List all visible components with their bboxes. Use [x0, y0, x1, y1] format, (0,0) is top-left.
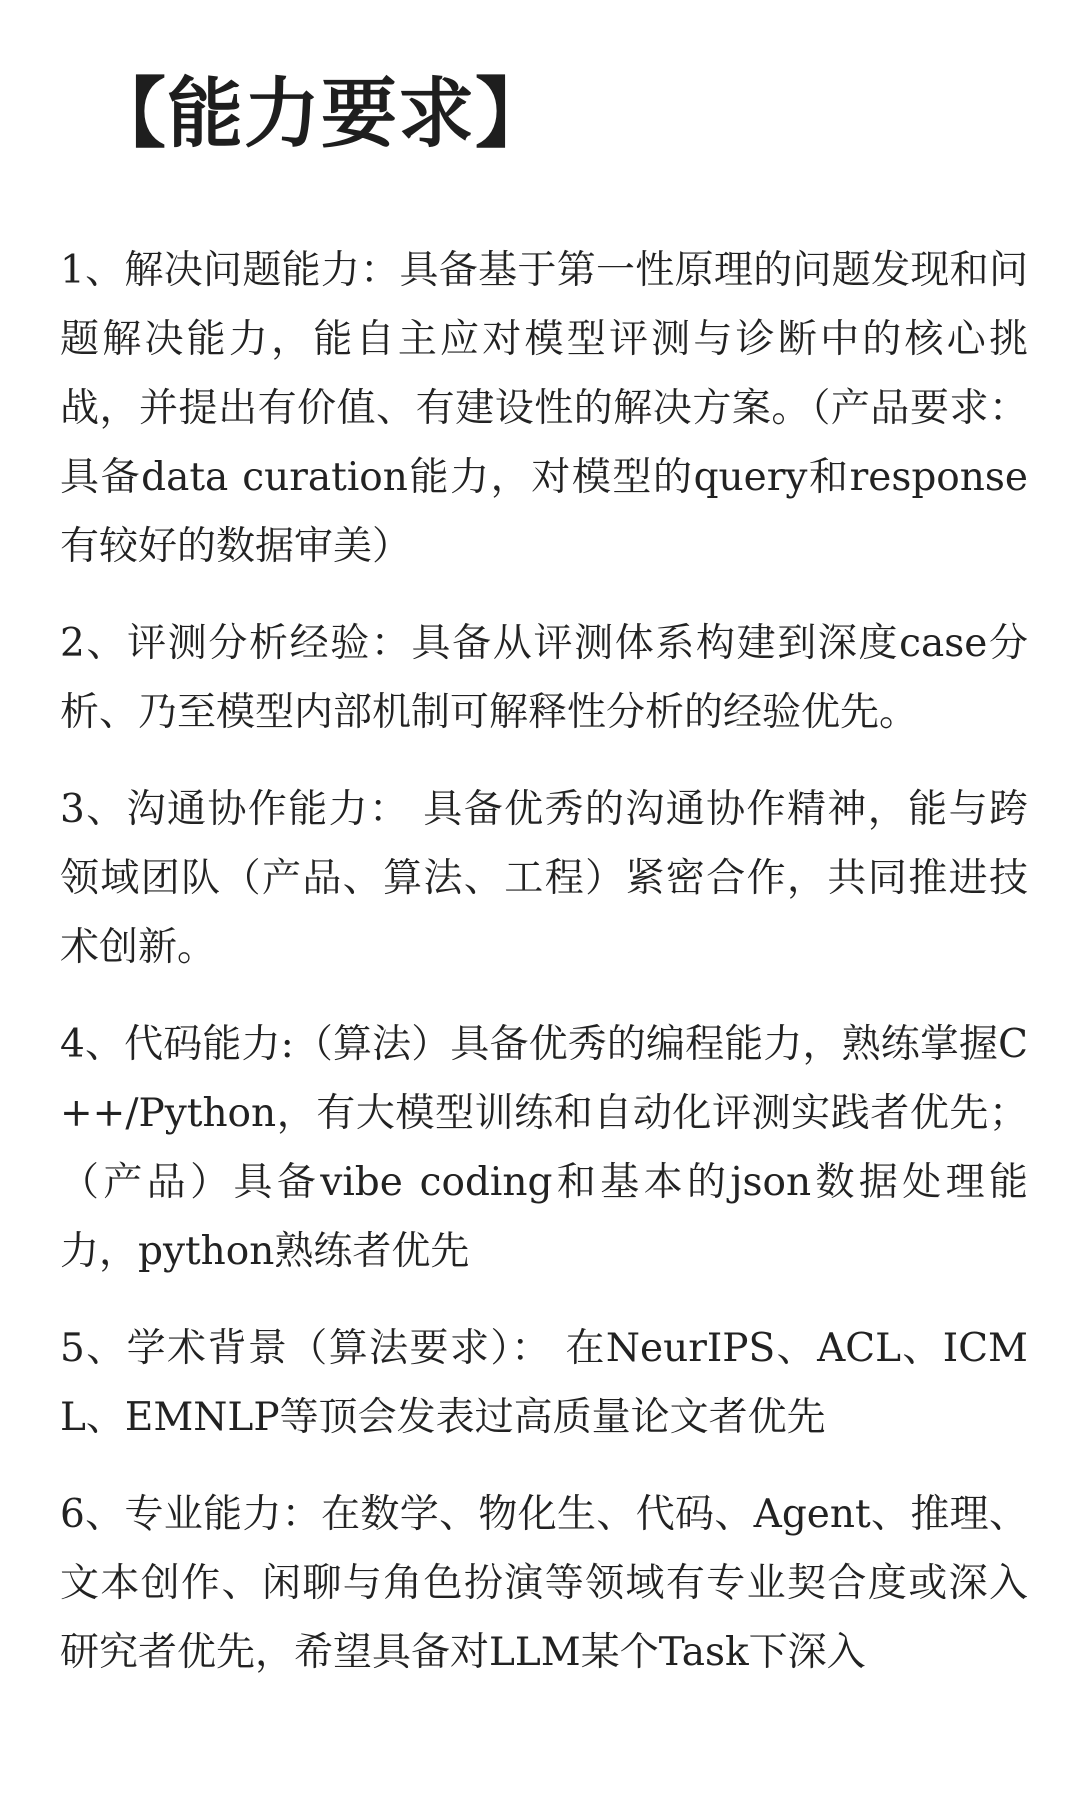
requirement-number: 1、: [60, 248, 125, 293]
requirement-item-3: [60, 775, 1028, 982]
requirement-number: 5、: [60, 1326, 127, 1371]
requirement-text: 解决问题能力：具备基于第一性原理的问题发现和问题解决能力，能自主应对模型评测与诊断中的核心挑战，并提出有价值、有建设性的解决方案。（产品要求：具备data curation能力，对模型的query和response有较好的数据审美）: [60, 248, 1028, 569]
requirements-list: [60, 236, 1028, 1715]
requirement-item-2: [60, 609, 1028, 747]
requirement-item-6: [60, 1480, 1028, 1687]
requirement-number: 3、: [60, 787, 127, 832]
requirement-item-1: [60, 236, 1028, 581]
requirement-text: 学术背景（算法要求）： 在NeurIPS、ACL、ICML、EMNLP等顶会发表过高质量论文者优先: [60, 1326, 1028, 1440]
requirement-text: 代码能力:（算法）具备优秀的编程能力，熟练掌握C++/Python，有大模型训练和自动化评测实践者优先；（产品）具备vibe coding和基本的json数据处理能力，python熟练者优先: [60, 1022, 1028, 1274]
requirement-number: 6、: [60, 1492, 125, 1537]
requirement-text: 沟通协作能力： 具备优秀的沟通协作精神，能与跨领域团队（产品、算法、工程）紧密合作，共同推进技术创新。: [60, 787, 1028, 970]
requirement-number: 4、: [60, 1022, 125, 1067]
requirement-text: 专业能力：在数学、物化生、代码、Agent、推理、文本创作、闲聊与角色扮演等领域有专业契合度或深入研究者优先，希望具备对LLM某个Task下深入: [60, 1492, 1028, 1675]
requirement-item-5: [60, 1314, 1028, 1452]
requirement-item-4: [60, 1010, 1028, 1286]
requirement-text: 评测分析经验：具备从评测体系构建到深度case分析、乃至模型内部机制可解释性分析的经验优先。: [60, 621, 1028, 735]
requirement-number: 2、: [60, 621, 128, 666]
page-title: 【能力要求】: [90, 69, 552, 158]
